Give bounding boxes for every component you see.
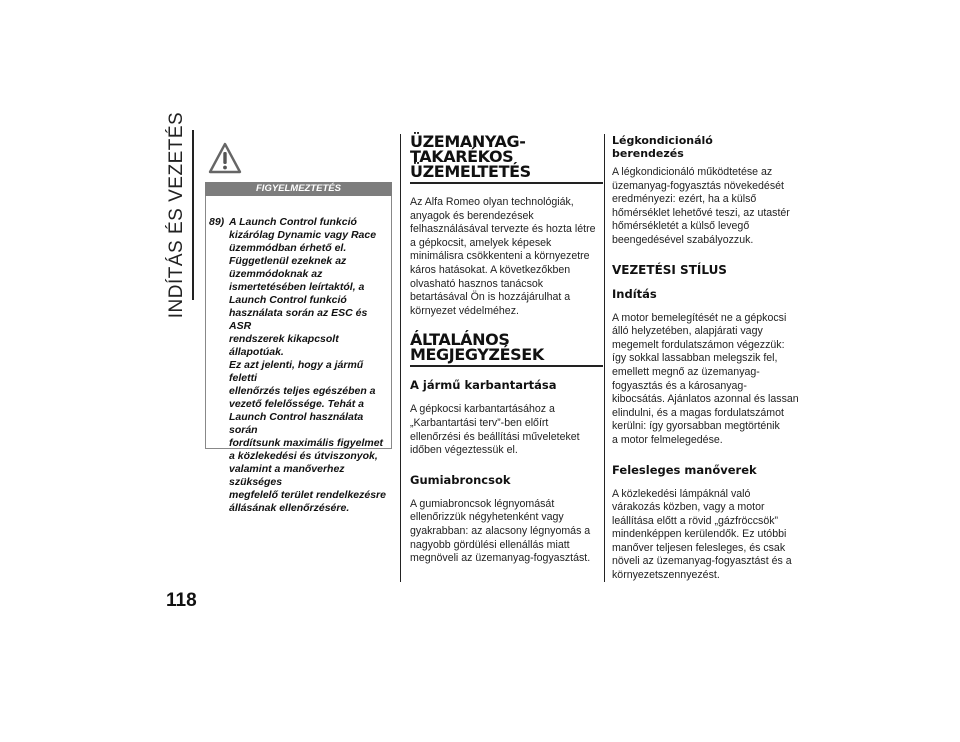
- warning-line: a közlekedési és útviszonyok,: [229, 450, 378, 462]
- warning-line: rendszerek kikapcsolt állapotúak.: [229, 333, 339, 358]
- text-line: így sokkal lassabban melegszik fel,: [612, 352, 778, 365]
- warning-number: 89): [209, 216, 225, 228]
- text-line: A légkondicionáló működtetése az: [612, 166, 773, 178]
- title-line: ÜZEMANYAG-TAKARÉKOS: [410, 132, 526, 166]
- chapter-divider: [192, 130, 194, 300]
- column-driving: [612, 134, 802, 599]
- text-line: mindenképpen kerülendők. Ez utóbbi: [612, 528, 787, 541]
- warning-line: Ez azt jelenti, hogy a jármű feletti: [229, 359, 364, 384]
- text-line: várakozás közben, vagy a motor: [612, 501, 765, 514]
- warning-line: A Launch Control funkció: [229, 216, 357, 228]
- subtitle-vehicle-maintenance: A jármű karbantartása: [410, 378, 557, 393]
- chapter-title: INDÍTÁS ÉS VEZETÉS: [166, 111, 187, 319]
- text-line: kibocsátás. Ajánlatos azonnal és lassan: [612, 393, 799, 406]
- warning-line: Függetlenül ezeknek az: [229, 255, 347, 267]
- page-number: 118: [166, 590, 197, 611]
- text-line: anyagok és berendezések: [410, 209, 534, 222]
- warning-text: [205, 216, 386, 514]
- subtitle-unnecessary-maneuvers: Felesleges manőverek: [612, 462, 757, 477]
- chapter-side-tab: [166, 111, 188, 319]
- warning-line: kizárólag Dynamic vagy Race: [229, 229, 377, 241]
- paragraph-vehicle-maintenance: [410, 403, 603, 457]
- subtitle-tyres: Gumiabroncsok: [410, 472, 511, 487]
- text-line: nagyobb gördülési ellenállás miatt: [410, 538, 570, 551]
- warning-line: üzemmódban érhető el.: [229, 242, 347, 254]
- subtitle-starting: Indítás: [612, 286, 657, 301]
- text-line: felhasználásával tervezte és hozta létre: [410, 223, 596, 236]
- text-line: elindulni, és a magas fordulatszámot: [612, 406, 784, 419]
- warning-line: használata során az ESC és ASR: [229, 307, 368, 332]
- title-line: berendezés: [612, 147, 684, 160]
- paragraph-unnecessary-maneuvers: [612, 488, 802, 583]
- intro-paragraph: [410, 196, 603, 318]
- section-title-fuel-economy: [410, 134, 603, 184]
- text-line: környezetszennyezést.: [612, 569, 720, 582]
- text-line: a gépkocsit, amelyek képesek: [410, 236, 552, 249]
- text-line: A gépkocsi karbantartásához a: [410, 403, 555, 416]
- column-fuel-economy: [410, 134, 603, 582]
- text-line: emellett megnő az üzemanyag-: [612, 365, 760, 378]
- text-line: hőmérséklet lehetővé teszi, az utastér: [612, 206, 790, 219]
- title-line: ÜZEMELTETÉS: [410, 162, 531, 181]
- warning-header: FIGYELMEZTETÉS: [205, 182, 392, 196]
- warning-line: ismertetésében leírtaktól, a: [229, 281, 365, 293]
- text-line: eredményezi: ezért, ha a külső: [612, 193, 757, 206]
- text-line: környezet védelméhez.: [410, 304, 519, 317]
- text-line: a motor felmelegedése.: [612, 433, 723, 446]
- warning-line: üzemmódoknak az: [229, 268, 323, 280]
- text-line: álló helyzetében, alapjárati vagy: [612, 325, 763, 338]
- text-line: gyakrabban: az alacsony légnyomás a: [410, 524, 591, 537]
- warning-line: ellenőrzés teljes egészében a: [229, 385, 376, 397]
- text-line: megemelt fordulatszámon végezzük:: [612, 338, 785, 351]
- text-line: ellenőrizzük négyhetenként vagy: [410, 511, 564, 524]
- warning-line: fordítsunk maximális figyelmet: [229, 437, 384, 449]
- text-line: kerülni: így gyorsabban megtörténik: [612, 420, 780, 433]
- warning-line: valamint a manőverhez szükséges: [229, 463, 345, 488]
- section-title-general-notes: [410, 332, 603, 367]
- text-line: leállítása előtt a rövid „gázfröccsök”: [612, 514, 779, 527]
- title-line: ÁLTALÁNOS: [410, 330, 510, 350]
- paragraph-air-conditioning: [612, 166, 802, 248]
- paragraph-starting: [612, 312, 802, 448]
- text-line: manőver teljesen felesleges, és csak: [612, 541, 786, 554]
- text-line: ellenőrzési és beállítási műveleteket: [410, 430, 580, 443]
- text-line: növeli az üzemanyag-fogyasztást és a: [612, 555, 792, 568]
- warning-line: vezető felelőssége. Tehát a: [229, 398, 364, 410]
- title-line: MEGJEGYZÉSEK: [410, 345, 544, 365]
- text-line: betartásával Ön is hozzájárulhat a: [410, 291, 571, 304]
- text-line: A gumiabroncsok légnyomását: [410, 497, 555, 510]
- warning-line: Launch Control használata során: [229, 411, 364, 436]
- text-line: fogyasztás és a károsanyag-: [612, 379, 747, 392]
- warning-line: állásának ellenőrzésére.: [229, 502, 350, 514]
- warning-triangle-icon: [208, 142, 242, 174]
- text-line: „Karbantartási terv”-ben előírt: [410, 416, 549, 429]
- text-line: olvasható hasznos tanácsok: [410, 277, 544, 290]
- column-divider-2: [604, 134, 605, 582]
- text-line: Az Alfa Romeo olyan technológiák,: [410, 196, 574, 208]
- column-divider-1: [400, 134, 401, 582]
- text-line: beengedésével szabályozzuk.: [612, 233, 754, 246]
- warning-line: megfelelő terület rendelkezésre: [229, 489, 386, 501]
- subtitle-air-conditioning: [612, 134, 802, 160]
- warning-line: Launch Control funkció: [229, 294, 347, 306]
- text-line: üzemanyag-fogyasztás növekedését: [612, 179, 784, 192]
- text-line: A motor bemelegítését ne a gépkocsi: [612, 311, 787, 324]
- text-line: A közlekedési lámpáknál való: [612, 487, 751, 500]
- section-title-driving-style: VEZETÉSI STÍLUS: [612, 262, 727, 277]
- paragraph-tyres: [410, 498, 603, 566]
- text-line: időben végeztessük el.: [410, 444, 518, 457]
- text-line: minimálisra csökkenteni a környezetre: [410, 250, 590, 263]
- warning-lines: [229, 216, 387, 515]
- title-line: Légkondicionáló: [612, 134, 713, 147]
- text-line: megnöveli az üzemanyag-fogyasztást.: [410, 552, 591, 565]
- text-line: hőmérsékletét a külső levegő: [612, 220, 750, 233]
- text-line: káros hatásokat. A következőkben: [410, 263, 571, 276]
